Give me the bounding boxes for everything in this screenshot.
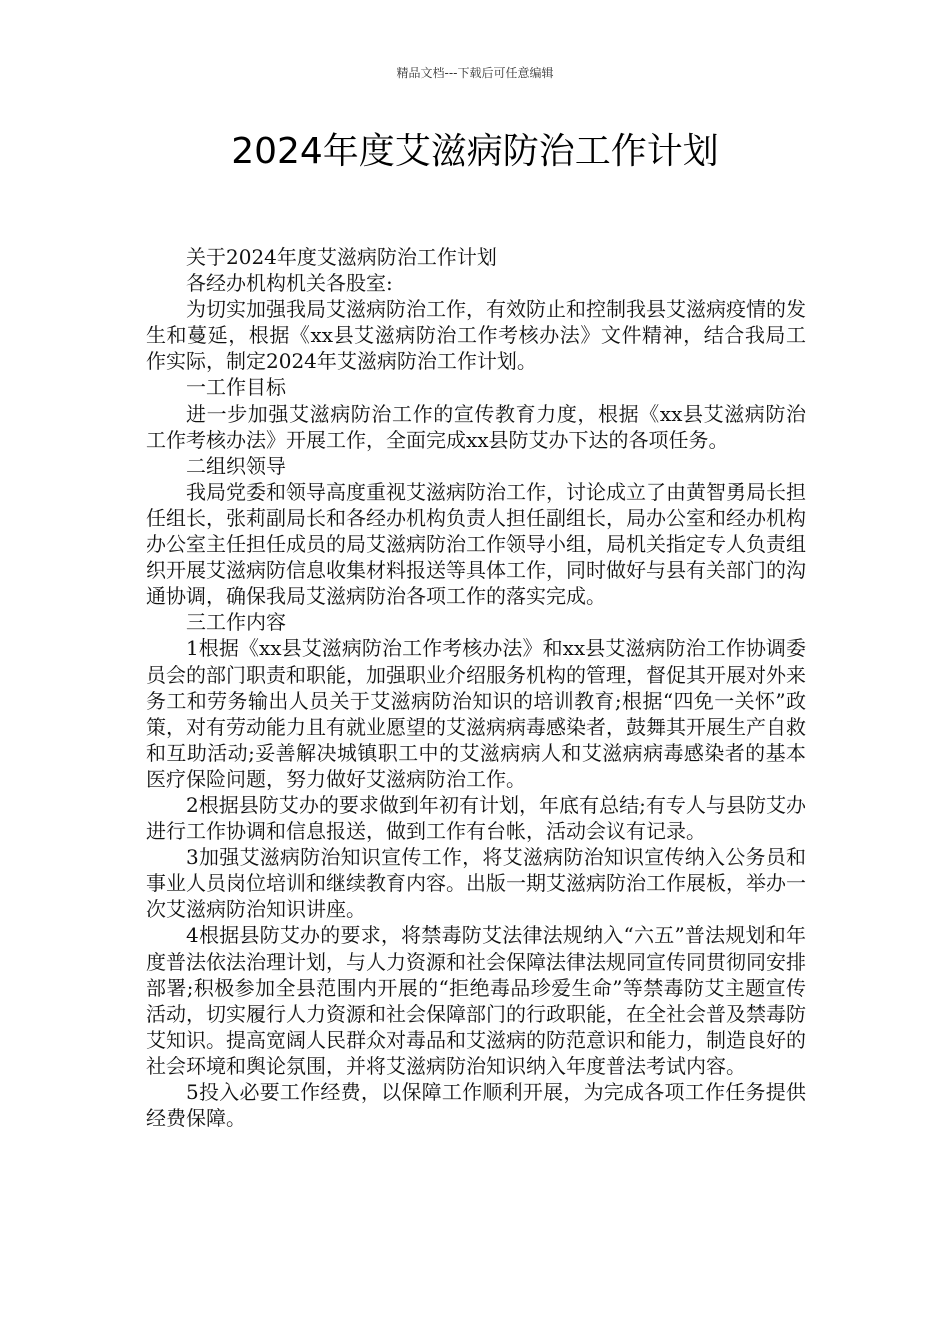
document-body (146, 244, 806, 1131)
paragraph-item-2: 2根据县防艾办的要求做到年初有计划，年底有总结;有专人与县防艾办进行工作协调和信息报送，做到工作有台帐，活动会议有记录。 (146, 792, 806, 844)
paragraph-leadership: 我局党委和领导高度重视艾滋病防治工作，讨论成立了由黄智勇局长担任组长，张莉副局长和各经办机构负责人担任副组长，局办公室和经办机构办公室主任担任成员的局艾滋病防治工作领导小组，局机关指定专人负责组织开展艾滋病防信息收集材料报送等具体工作，同时做好与县有关部门的沟通协调，确保我局艾滋病防治各项工作的落实完成。 (146, 479, 806, 609)
document-title: 2024年度艾滋病防治工作计划 (231, 131, 719, 172)
paragraph-item-4: 4根据县防艾办的要求，将禁毒防艾法律法规纳入“六五”普法规划和年度普法依法治理计划，与人力资源和社会保障法律法规同宣传同贯彻同安排部署;积极参加全县范围内开展的“拒绝毒品珍爱生命”等禁毒防艾主题宣传活动，切实履行人力资源和社会保障部门的行政职能，在全社会普及禁毒防艾知识。提高宽阔人民群众对毒品和艾滋病的防范意识和能力，制造良好的社会环境和舆论氛围，并将艾滋病防治知识纳入年度普法考试内容。 (146, 923, 806, 1078)
paragraph-addressee: 各经办机构机关各股室: (186, 271, 393, 296)
paragraph-item-5: 5投入必要工作经费，以保障工作顺利开展，为完成各项工作任务提供经费保障。 (146, 1080, 806, 1131)
section-heading-goals: 一工作目标 (186, 375, 286, 400)
paragraph-item-1: 1根据《xx县艾滋病防治工作考核办法》和xx县艾滋病防治工作协调委员会的部门职责和职能，加强职业介绍服务机构的管理，督促其开展对外来务工和劳务输出人员关于艾滋病防治知识的培训教育;根据“四免一关怀”政策，对有劳动能力且有就业愿望的艾滋病病毒感染者，鼓舞其开展生产自救和互助活动;妥善解决城镇职工中的艾滋病病人和艾滋病病毒感染者的基本医疗保险问题，努力做好艾滋病防治工作。 (146, 636, 806, 791)
section-heading-content: 三工作内容 (186, 610, 286, 635)
paragraph-goals: 进一步加强艾滋病防治工作的宣传教育力度，根据《xx县艾滋病防治工作考核办法》开展工作，全面完成xx县防艾办下达的各项任务。 (146, 401, 806, 452)
paragraph-subject: 关于2024年度艾滋病防治工作计划 (186, 245, 497, 269)
section-heading-leadership: 二组织领导 (186, 453, 286, 478)
paragraph-intro: 为切实加强我局艾滋病防治工作，有效防止和控制我县艾滋病疫情的发生和蔓延，根据《xx县艾滋病防治工作考核办法》文件精神，结合我局工作实际，制定2024年艾滋病防治工作计划。 (146, 297, 806, 374)
paragraph-item-3: 3加强艾滋病防治知识宣传工作，将艾滋病防治知识宣传纳入公务员和事业人员岗位培训和继续教育内容。出版一期艾滋病防治工作展板，举办一次艾滋病防治知识讲座。 (146, 845, 806, 922)
header-note: 精品文档---下载后可任意编辑 (396, 66, 554, 80)
